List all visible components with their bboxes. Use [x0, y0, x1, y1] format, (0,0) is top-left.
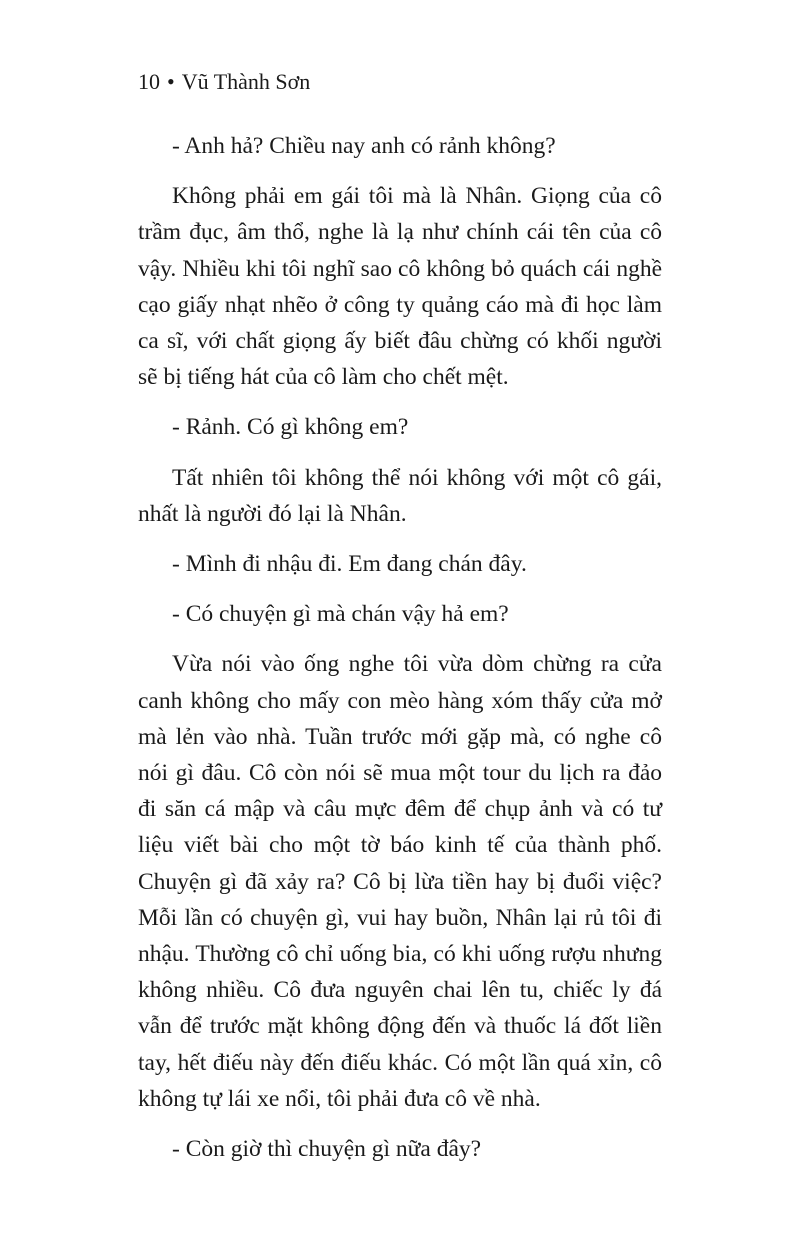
paragraph-dialogue: - Có chuyện gì mà chán vậy hả em?: [172, 601, 509, 628]
paragraph: Tất nhiên tôi không thể nói không với một cô gái, nhất là người đó lại là Nhân.: [138, 464, 662, 527]
paragraph: Vừa nói vào ống nghe tôi vừa dòm chừng ra cửa canh không cho mấy con mèo hàng xóm thấy cửa mở mà lẻn vào nhà. Tuần trước mới gặp mà, có nghe cô nói gì đâu. Cô còn nói sẽ mua một tour du lịch ra đảo đi săn cá mập và câu mực đêm để chụp ảnh và có tư liệu viết bài cho một tờ báo kinh tế của thành phố. Chuyện gì đã xảy ra? Cô bị lừa tiền hay bị đuổi việc? Mỗi lần có chuyện gì, vui hay buồn, Nhân lại rủ tôi đi nhậu. Thường cô chỉ uống bia, có khi uống rượu nhưng không nhiều. Cô đưa nguyên chai lên tu, chiếc ly đá vẫn để trước mặt không động đến và thuốc lá đốt liền tay, hết điếu này đến điếu khác. Có một lần quá xỉn, cô không tự lái xe nổi, tôi phải đưa cô về nhà.: [138, 651, 662, 1112]
paragraph-dialogue: - Mình đi nhậu đi. Em đang chán đây.: [172, 551, 527, 578]
running-header: [138, 66, 310, 98]
author-name: Vũ Thành Sơn: [181, 69, 311, 94]
body-text: [138, 128, 662, 1181]
paragraph: Không phải em gái tôi mà là Nhân. Giọng của cô trầm đục, âm thổ, nghe là lạ như chính cái tên của cô vậy. Nhiều khi tôi nghĩ sao cô không bỏ quách cái nghề cạo giấy nhạt nhẽo ở công ty quảng cáo mà đi học làm ca sĩ, với chất giọng ấy biết đâu chừng có khối người sẽ bị tiếng hát của cô làm cho chết mệt.: [138, 183, 662, 391]
paragraph-dialogue: - Anh hả? Chiều nay anh có rảnh không?: [172, 133, 556, 159]
paragraph-dialogue: - Còn giờ thì chuyện gì nữa đây?: [172, 1136, 482, 1163]
paragraph-dialogue: - Rảnh. Có gì không em?: [172, 414, 409, 441]
header-separator: •: [167, 69, 175, 94]
page-number: 10: [138, 69, 160, 94]
